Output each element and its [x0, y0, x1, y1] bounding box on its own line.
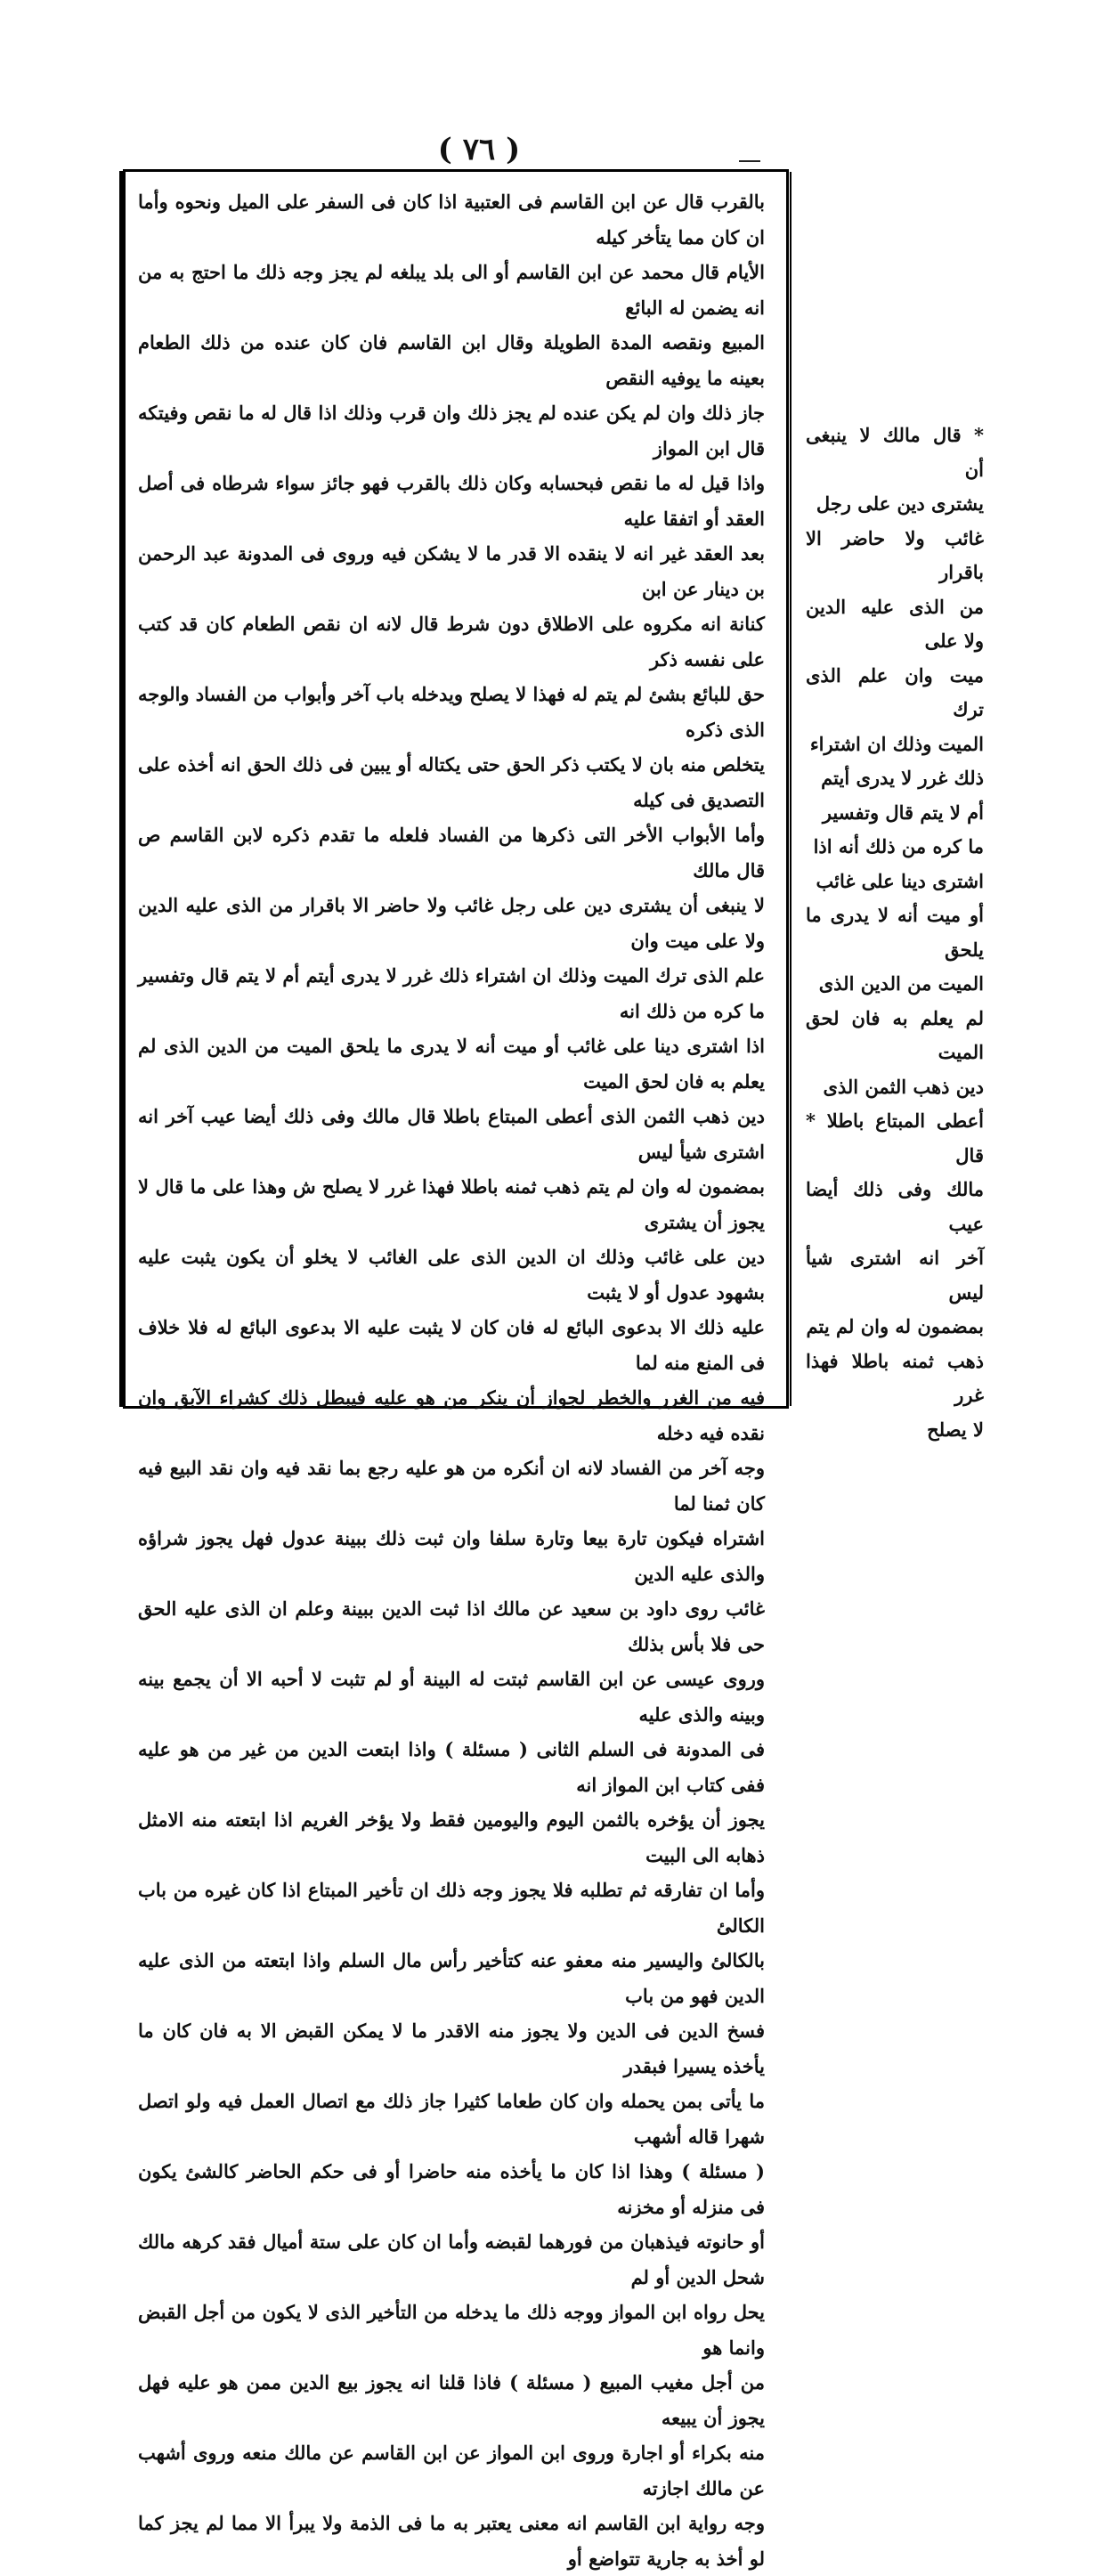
text-line: المبيع ونقصه المدة الطويلة وقال ابن القاسم فان كان عنده من ذلك الطعام بعينه ما يوفيه النقص — [138, 331, 765, 389]
margin-line: لم يعلم به فان لحق الميت — [806, 1006, 984, 1063]
text-line: يجوز أن يؤخره بالثمن اليوم واليومين فقط ولا يؤخر الغريم اذا ابتعته منه الامثل ذهابه الى البيت — [138, 1808, 765, 1866]
text-line: اذا اشترى دينا على غائب أو ميت أنه لا يدرى ما يلحق الميت من الدين الذى لم يعلم به فان لحق الميت — [138, 1035, 765, 1093]
text-line: بالكالئ واليسير منه معفو عنه كتأخير رأس مال السلم واذا ابتعته من الذى عليه الدين فهو من باب — [138, 1949, 765, 2007]
margin-line: أو ميت أنه لا يدرى ما يلحق — [806, 904, 984, 961]
text-line: فى المدونة فى السلم الثانى ( مسئلة ) واذا ابتعت الدين من غير من هو عليه ففى كتاب ابن المواز انه — [138, 1738, 765, 1796]
margin-line: يشترى دين على رجل — [816, 492, 984, 515]
text-line: وروى عيسى عن ابن القاسم ثبتت له البينة أو لم تثبت لا أحبه الا أن يجمع بينه وبينه والذى عليه — [138, 1668, 765, 1726]
text-line: علم الذى ترك الميت وذلك ان اشتراء ذلك غرر لا يدرى أيتم أم لا يتم قال وتفسير ما كره من ذلك انه — [138, 964, 765, 1022]
text-line: بالقرب قال عن ابن القاسم فى العتبية اذا كان فى السفر على الميل ونحوه وأما ان كان مما يتأخر كيله — [138, 191, 765, 248]
margin-matn-text — [806, 418, 984, 1447]
margin-line: ميت وان علم الذى ترك — [806, 663, 984, 720]
text-line: وجه آخر من الفساد لانه ان أنكره من هو عليه رجع بما نقد فيه وان نقد البيع فيه كان ثمنا لما — [138, 1457, 765, 1515]
margin-line: اشترى دينا على غائب — [816, 869, 984, 892]
text-line: عليه ذلك الا بدعوى البائع له فان كان لا يثبت عليه الا بدعوى البائع له فلا خلاف فى المنع منه لما — [138, 1316, 765, 1374]
margin-line: غائب ولا حاضر الا باقرار — [806, 526, 984, 583]
text-line: وأما ان تفارقه ثم تطلبه فلا يجوز وجه ذلك ان تأخير المبتاع اذا كان غيره من باب الكالئ — [138, 1879, 765, 1937]
margin-line: مالك وفى ذلك أيضا عيب — [806, 1178, 984, 1235]
text-line: ( مسئلة ) وهذا اذا كان ما يأخذه منه حاضرا أو فى حكم الحاضر كالشئ يكون فى منزله أو مخزنه — [138, 2160, 765, 2218]
margin-line: آخر انه اشترى شيأ ليس — [806, 1247, 984, 1304]
text-line: الأيام قال محمد عن ابن القاسم أو الى بلد يبلغه لم يجز وجه ذلك ما احتج به من انه يضمن له البائع — [138, 261, 765, 319]
margin-line: ذلك غرر لا يدرى أيتم — [821, 767, 984, 789]
margin-line: لا يصلح — [927, 1418, 984, 1441]
margin-line: الميت من الدين الذى — [818, 972, 984, 995]
main-commentary-text — [138, 184, 765, 2570]
text-line: من أجل مغيب المبيع ( مسئلة ) فاذا قلنا انه يجوز بيع الدين ممن هو عليه فهل يجوز أن يبيعه — [138, 2371, 765, 2429]
text-line: وأما الأبواب الأخر التى ذكرها من الفساد فلعله ما تقدم ذكره لابن القاسم ص قال مالك — [138, 824, 765, 882]
text-line: دين على غائب وذلك ان الدين الذى على الغائب لا يخلو أن يكون يثبت عليه بشهود عدول أو لا يثبت — [138, 1246, 765, 1304]
text-line: غائب روى داود بن سعيد عن مالك اذا ثبت الدين ببينة وعلم ان الذى عليه الحق حى فلا بأس بذلك — [138, 1597, 765, 1655]
text-line: ما يأتى بمن يحمله وان كان طعاما كثيرا جاز ذلك مع اتصال العمل فيه ولو اتصل شهرا قاله أشهب — [138, 2090, 765, 2148]
text-line: جاز ذلك وان لم يكن عنده لم يجز ذلك وان قرب وذلك اذا قال له ما نقص وفيتكه قال ابن المواز — [138, 402, 765, 459]
text-line: أو حانوته فيذهبان من فورهما لقبضه وأما ان كان على ستة أميال فقد كرهه مالك شحل الدين أو لم — [138, 2231, 765, 2288]
margin-line: أعطى المبتاع باطلا * قال — [806, 1109, 984, 1166]
text-line: حق للبائع بشئ لم يتم له فهذا لا يصلح ويدخله باب آخر وأبواب من الفساد والوجه الذى ذكره — [138, 683, 765, 741]
margin-line: من الذى عليه الدين ولا على — [806, 595, 984, 652]
text-line: بعد العقد غير انه لا ينقده الا قدر ما لا يشكن فيه وروى فى المدونة عبد الرحمن بن دينار عن ابن — [138, 542, 765, 600]
text-line: لا ينبغى أن يشترى دين على رجل غائب ولا حاضر الا باقرار من الذى عليه الدين ولا على ميت وان — [138, 894, 765, 952]
margin-line: ذهب ثمنه باطلا فهذا غرر — [806, 1349, 984, 1406]
text-line: وجه رواية ابن القاسم انه معنى يعتبر به ما فى الذمة ولا يبرأ الا مما لم يجز كما لو أخذ به جارية تتواضع أو — [138, 2512, 765, 2570]
margin-line: ما كره من ذلك أنه اذا — [813, 835, 984, 857]
top-rule-mark — [739, 160, 760, 162]
margin-line: بمضمون له وان لم يتم — [806, 1315, 984, 1337]
text-line: واذا قيل له ما نقص فبحسابه وكان ذلك بالقرب فهو جائز سواء شرطاه فى أصل العقد أو اتفقا عليه — [138, 472, 765, 530]
margin-line: دين ذهب الثمن الذى — [823, 1075, 984, 1098]
text-line: كنانة انه مكروه على الاطلاق دون شرط قال لانه ان نقص الطعام كان قد كتب على نفسه ذكر — [138, 613, 765, 670]
margin-line: الميت وذلك ان اشتراء — [809, 732, 984, 755]
text-line: بمضمون له وان لم يتم ذهب ثمنه باطلا فهذا غرر لا يصلح ش وهذا على ما قال لا يجوز أن يشترى — [138, 1175, 765, 1233]
text-line: اشتراه فيكون تارة بيعا وتارة سلفا وان ثبت ذلك ببينة عدول فهل يجوز شراؤه والذى عليه الدين — [138, 1527, 765, 1585]
text-line: يتخلص منه بان لا يكتب ذكر الحق حتى يكتاله أو يبين فى ذلك الحق انه أخذه على التصديق فى كيله — [138, 753, 765, 811]
main-text-frame — [123, 169, 789, 2570]
text-line: فسخ الدين فى الدين ولا يجوز منه الاقدر ما لا يمكن القبض الا به فان كان ما يأخذه يسيرا فبقدر — [138, 2019, 765, 2077]
text-line: منه بكراء أو اجارة وروى ابن المواز عن ابن القاسم عن مالك منعه وروى أشهب عن مالك اجازته — [138, 2442, 765, 2499]
text-line: فيه من الغرر والخطر لجواز أن ينكر من هو عليه فيبطل ذلك كشراء الآبق وان نقده فيه دخله — [138, 1386, 765, 1444]
margin-line: * قال مالك لا ينبغى أن — [806, 424, 984, 481]
page-number: ( ٧٦ ) — [437, 132, 521, 167]
text-line: يحل رواه ابن المواز ووجه ذلك ما يدخله من التأخير الذى لا يكون من أجل القبض وانما هو — [138, 2301, 765, 2359]
text-line: دين ذهب الثمن الذى أعطى المبتاع باطلا قال مالك وفى ذلك أيضا عيب آخر انه اشترى شيأ ليس — [138, 1105, 765, 1163]
margin-line: أم لا يتم قال وتفسير — [822, 800, 984, 824]
